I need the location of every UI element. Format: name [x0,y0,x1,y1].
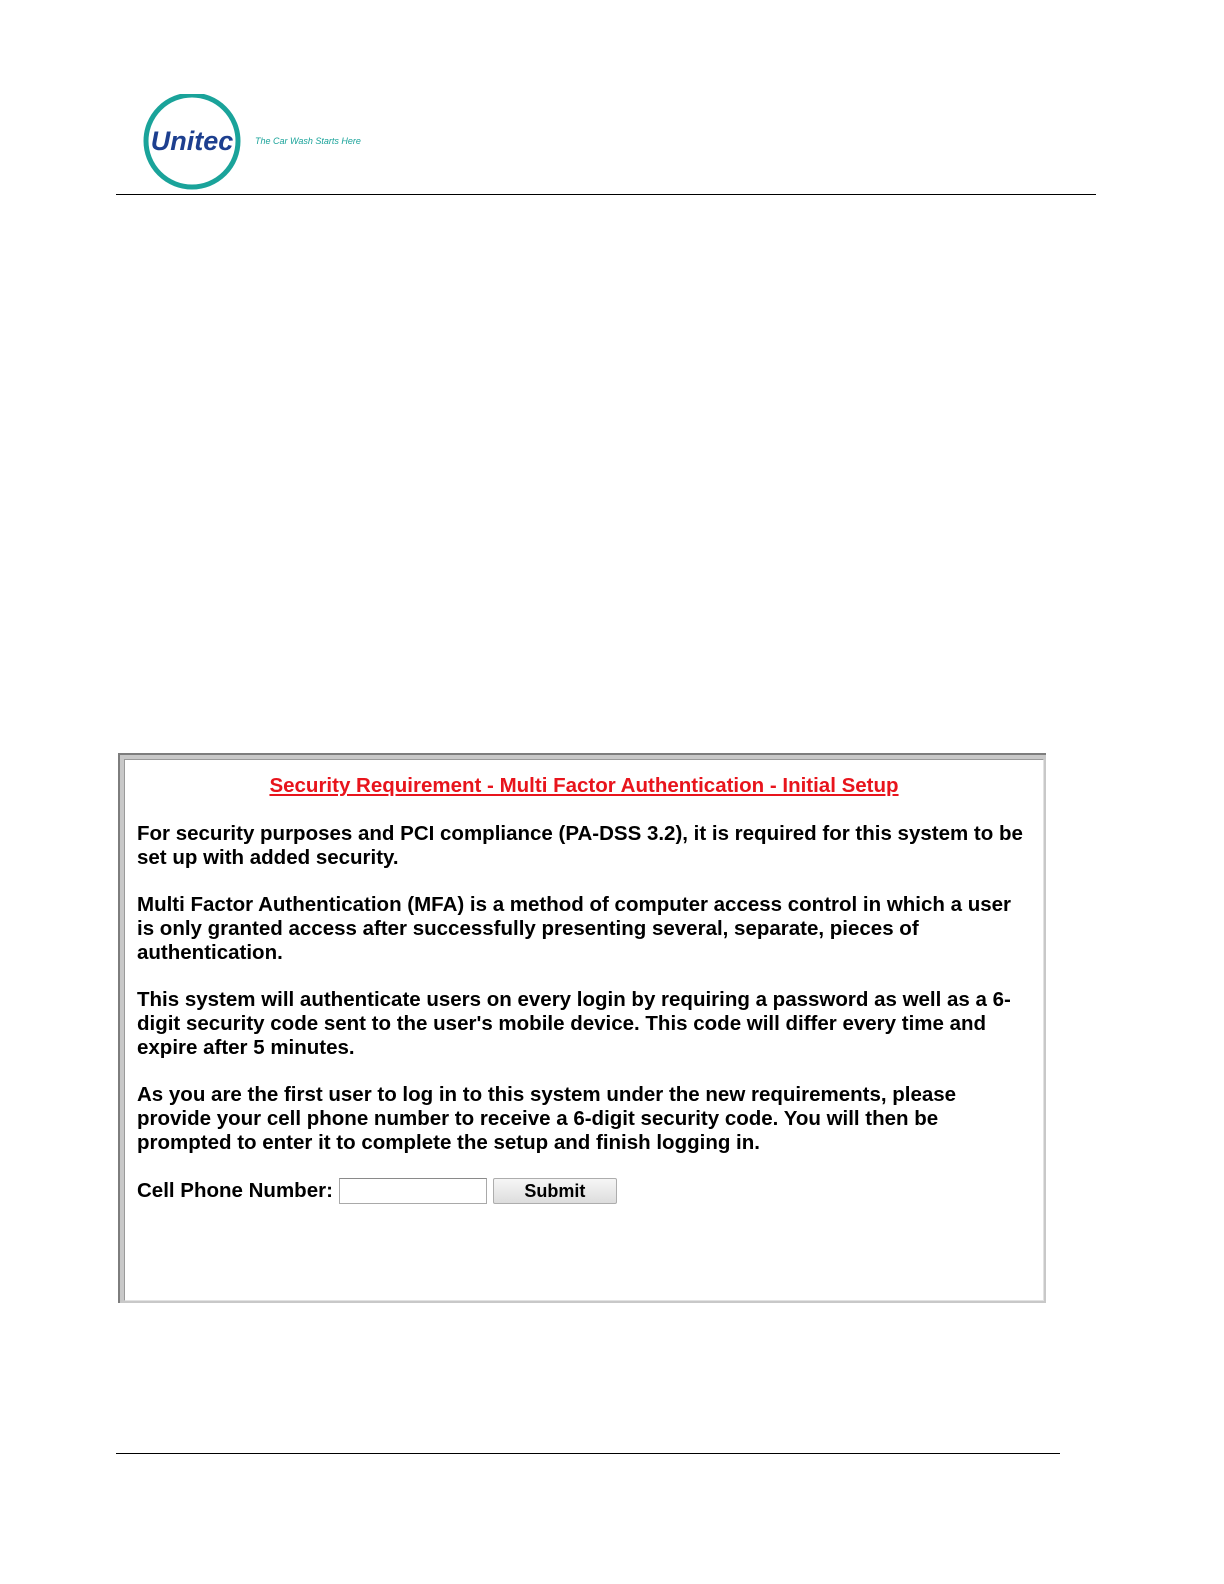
first-user-instructions-paragraph: As you are the first user to log in to this system under the new requirements, please provide your cell phone number to receive a 6-digit security code. You will then be prompted to enter it to complete the setup and finish logging in. [137,1083,957,1154]
mfa-setup-panel [118,753,1046,1303]
mfa-definition-paragraph: Multi Factor Authentication (MFA) is a method of computer access control in which a user is only granted access after successfully presenting several, separate, pieces of authentication. [137,893,1012,964]
pci-compliance-paragraph: For security purposes and PCI compliance (PA-DSS 3.2), it is required for this system to be set up with added security. [137,822,1023,869]
phone-form [137,1178,1031,1204]
footer-divider [116,1453,1060,1454]
logo-wordmark: Unitec [150,126,234,156]
panel-title: Security Requirement - Multi Factor Authentication - Initial Setup [269,774,899,797]
unitec-logo-icon [140,94,370,190]
cell-phone-input[interactable] [339,1178,487,1204]
logo-tagline: The Car Wash Starts Here [255,136,361,146]
mfa-setup-content [124,759,1044,1301]
header-divider [116,194,1096,195]
unitec-logo [140,94,370,190]
authentication-method-paragraph: This system will authenticate users on every login by requiring a password as well as a 6-digit security code sent to the user's mobile device. This code will differ every time and expire after 5 minutes. [137,988,1011,1059]
phone-label: Cell Phone Number: [137,1179,333,1202]
submit-button[interactable]: Submit [493,1178,617,1204]
